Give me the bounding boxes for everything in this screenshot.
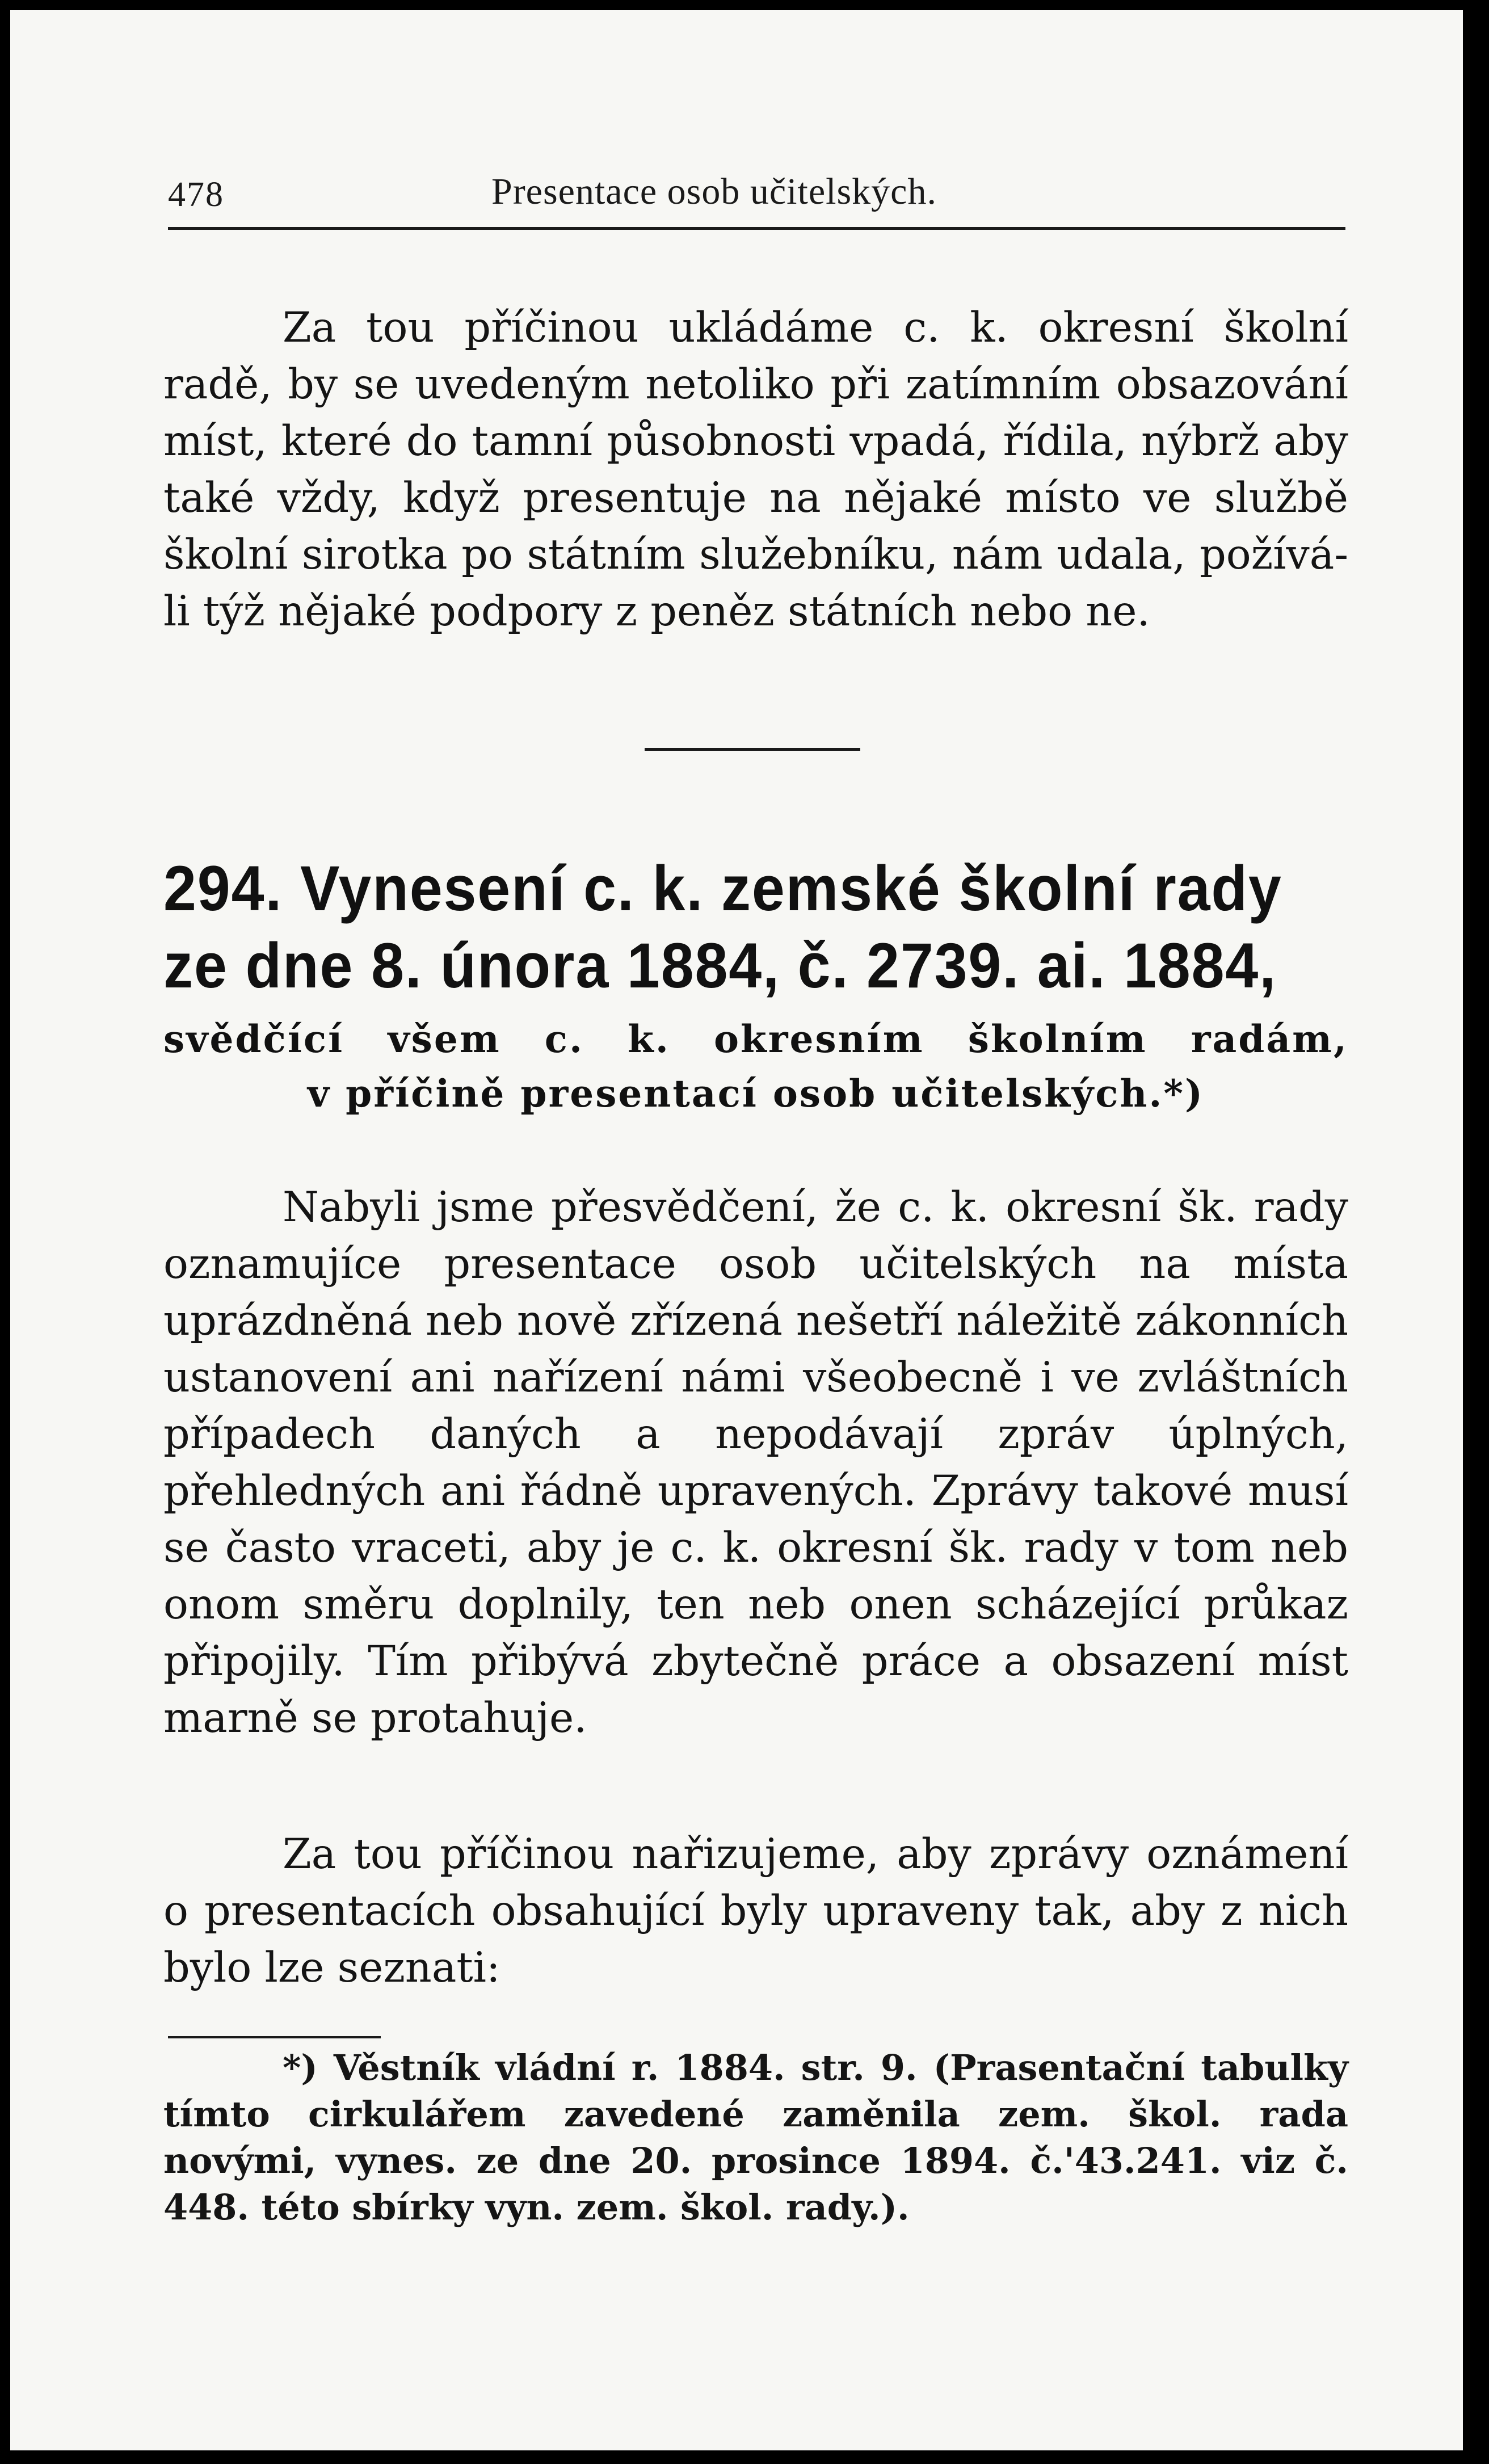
subheading-line-1: svědčící všem c. k. okresním školním radám, <box>163 1017 1348 1061</box>
page-number: 478 <box>168 175 224 214</box>
footnote: *) Věstník vládní r. 1884. str. 9. (Prasentační tabulky tímto cirkulářem zavedené zaměnila zem. škol. rada novými, vynes. ze dne 20. prosince 1894. č.'43.241. viz č. 448. této sbírky vyn. zem. škol. rady.). <box>163 2047 1348 2228</box>
running-head: Presentace osob učitelských. <box>491 171 937 212</box>
section-separator <box>645 748 860 751</box>
paragraph-3: Za tou příčinou nařizujeme, aby zprávy oznámení o presentacích obsahující byly upraveny tak, aby z nich bylo lze seznati: <box>163 1830 1348 1992</box>
subheading-line-2: v příčině presentací osob učitelských.*) <box>307 1071 1205 1116</box>
paragraph-1: Za tou příčinou ukládáme c. k. okresní školní radě, by se uvedeným netoliko při zatímním obsazování míst, které do tamní působnosti vpadá, řídila, nýbrž aby také vždy, když presentuje na nějaké místo ve službě školní sirotka po státním služebníku, nám udala, požívá-li týž nějaké podpory z peněz státních nebo ne. <box>163 304 1348 636</box>
section-heading <box>163 850 1282 1004</box>
footnote-rule <box>168 2036 381 2038</box>
heading-line-2: ze dne 8. února 1884, č. 2739. ai. 1884, <box>163 930 1277 1001</box>
page-header <box>168 162 1348 225</box>
book-page <box>10 10 1463 2450</box>
paragraph-2: Nabyli jsme přesvědčení, že c. k. okresní šk. rady oznamujíce presentace osob učitelských na místa uprázdněná neb nově zřízená nešetří náležitě zákonních ustanovení ani nařízení námi všeobecně i ve zvláštních případech daných a nepodávají zpráv úplných, přehledných ani řádně upravených. Zprávy takové musí se často vraceti, aby je c. k. okresní šk. rady v tom neb onom směru doplnily, ten neb onen scházející průkaz připojily. Tím přibývá zbytečně práce a obsazení míst marně se protahuje. <box>163 1183 1348 1742</box>
header-rule <box>168 227 1345 230</box>
heading-line-1: 294. Vynesení c. k. zemské školní rady <box>163 853 1282 924</box>
section-subheading <box>163 1012 1348 1121</box>
